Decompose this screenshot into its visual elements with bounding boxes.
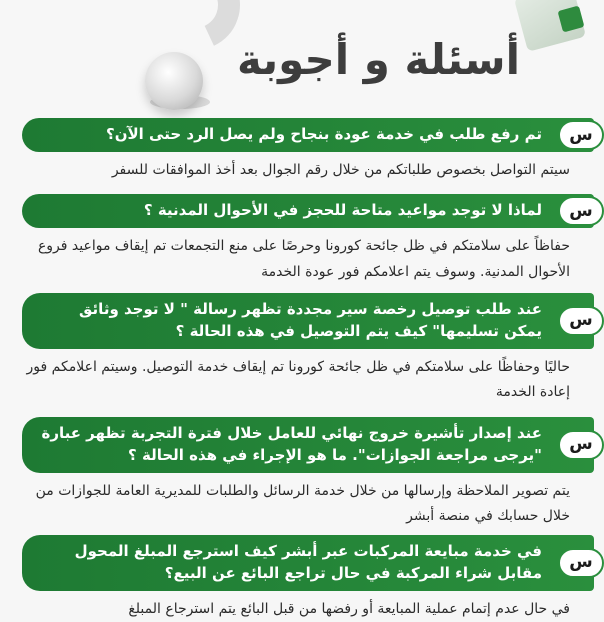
- question-text: في خدمة مبايعة المركبات عبر أبشر كيف استرجع المبلغ المحول مقابل شراء المركبة في حال تراجع البائع عن البيع؟: [36, 541, 542, 585]
- question-badge: س: [558, 120, 604, 150]
- page-title: أسئلة و أجوبة: [237, 35, 520, 84]
- answer-text: حفاظاً على سلامتكم في ظل جائحة كورونا وحرصًا على منع التجمعات تم إيقاف مواعيد فروع الأحوال المدنية. وسوف يتم اعلامكم فور عودة الخدمة: [16, 234, 570, 286]
- question-badge: س: [558, 306, 604, 336]
- question-text: عند إصدار تأشيرة خروج نهائي للعامل خلال فترة التجربة تظهر عبارة "يرجى مراجعة الجوازات". ما هو الإجراء في هذه الحالة ؟: [36, 423, 542, 467]
- answer-text: يتم تصوير الملاحظة وإرسالها من خلال خدمة الرسائل والطلبات للمديرية العامة للجوازات من خلال حسابك في منصة أبشر: [16, 479, 570, 531]
- faq-item: [0, 194, 600, 286]
- question-badge: س: [558, 430, 604, 460]
- answer-text: سيتم التواصل بخصوص طلباتكم من خلال رقم الجوال بعد أخذ الموافقات للسفر: [16, 158, 570, 184]
- faq-item: [0, 293, 600, 406]
- question-mark-graphic: [137, 0, 252, 63]
- question-bar: [22, 118, 594, 152]
- question-text: عند طلب توصيل رخصة سير مجددة تظهر رسالة " لا توجد وثائق يمكن تسليمها" كيف يتم التوصيل في هذه الحالة ؟: [36, 299, 542, 343]
- question-bar: [22, 194, 594, 228]
- faq-item: [0, 535, 600, 622]
- answer-text: في حال عدم إتمام عملية المبايعة أو رفضها من قبل البائع يتم استرجاع المبلغ: [16, 597, 570, 622]
- question-bar: [22, 293, 594, 349]
- question-badge: س: [558, 196, 604, 226]
- question-dot-graphic: [145, 52, 203, 110]
- answer-text: حاليًا وحفاظًا على سلامتكم في ظل جائحة كورونا تم إيقاف خدمة التوصيل. وسيتم اعلامكم فور إعادة الخدمة: [16, 355, 570, 407]
- faq-item: [0, 118, 600, 184]
- question-text: تم رفع طلب في خدمة عودة بنجاح ولم يصل الرد حتى الآن؟: [106, 124, 542, 146]
- question-bar: [22, 417, 594, 473]
- question-badge: س: [558, 548, 604, 578]
- question-bar: [22, 535, 594, 591]
- faq-item: [0, 417, 600, 530]
- question-text: لماذا لا توجد مواعيد متاحة للحجز في الأحوال المدنية ؟: [144, 200, 542, 222]
